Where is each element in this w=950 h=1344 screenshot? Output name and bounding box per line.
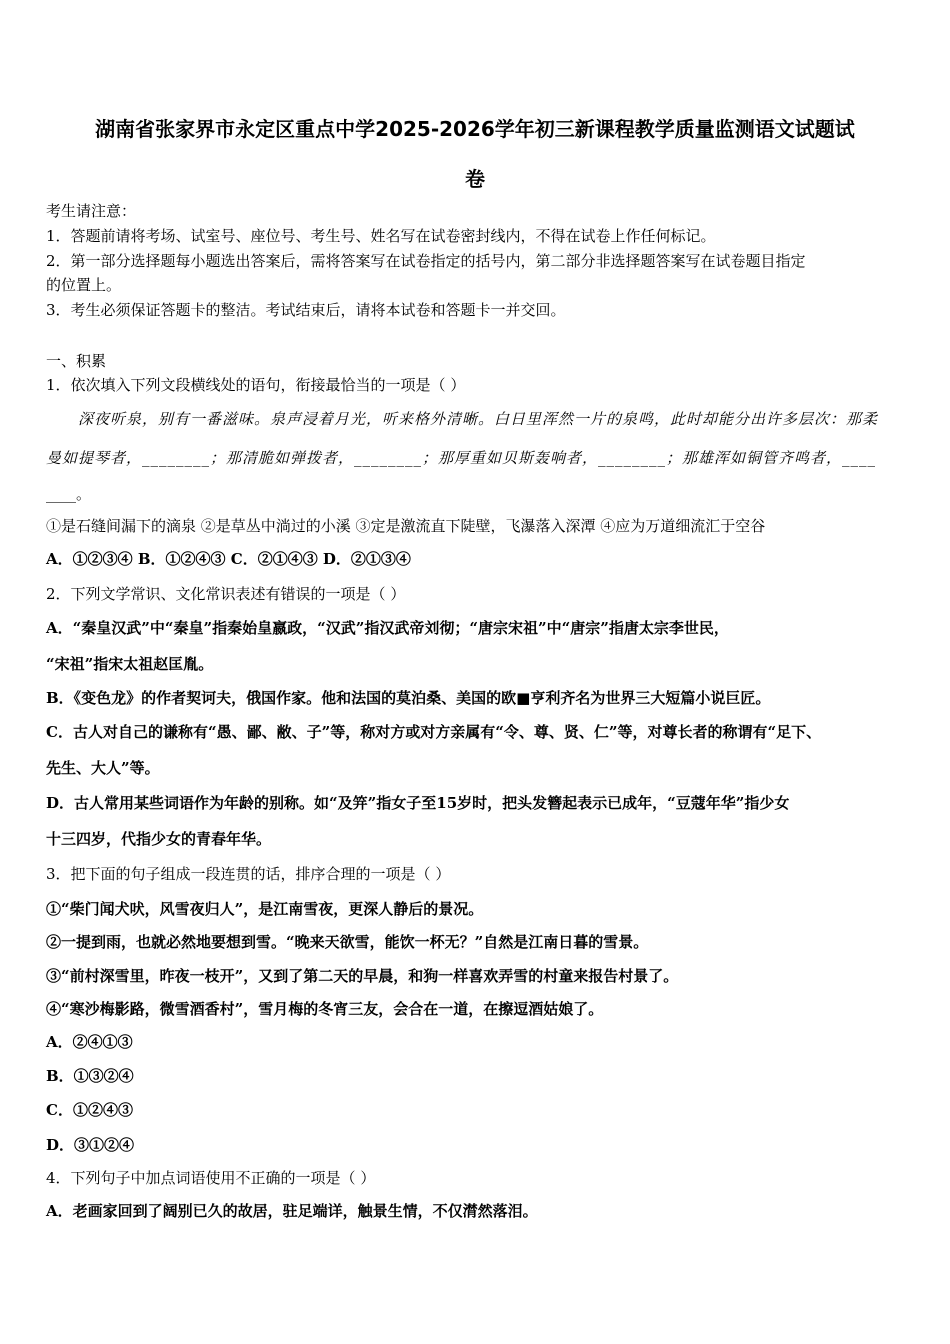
notice-item: 的位置上。 [46, 276, 122, 294]
section-heading: 一、积累 [46, 352, 107, 370]
question-2-option-a: A．“秦皇汉武”中“秦皇”指秦始皇嬴政，“汉武”指汉武帝刘彻；“唐宗宋祖”中“唐宗”指唐太宗李世民， [46, 619, 729, 637]
question-4-stem: 4．下列句子中加点词语使用不正确的一项是（ ） [46, 1169, 376, 1187]
question-3-sentence: ②一提到雨，也就必然地要想到雪。“晚来天欲雪，能饮一杯无？”自然是江南日暮的雪景。 [46, 933, 649, 951]
document-title-continued: 卷 [465, 167, 485, 191]
question-3-choice-c: C．①②④③ [46, 1101, 133, 1119]
question-3-sentence: ③“前村深雪里，昨夜一枝开”，又到了第二天的早晨，和狗一样喜欢弄雪的村童来报告村景了。 [46, 967, 679, 985]
question-1-passage: 深夜听泉，别有一番滋味。泉声浸着月光，听来格外清晰。白日里浑然一片的泉鸣，此时却能分出许多层次：那柔 [78, 410, 879, 428]
document-title: 湖南省张家界市永定区重点中学2025-2026学年初三新课程教学质量监测语文试题试 [95, 117, 855, 141]
question-1-choices: A．①②③④ B．①②④③ C．②①④③ D．②①③④ [46, 550, 411, 568]
question-3-choice-b: B．①③②④ [46, 1067, 134, 1085]
question-2-option-b: B．《变色龙》的作者契诃夫，俄国作家。他和法国的莫泊桑、美国的欧■亨利齐名为世界三大短篇小说巨匠。 [46, 689, 771, 707]
question-3-choice-d: D．③①②④ [46, 1136, 135, 1154]
question-2-option-a-continued: “宋祖”指宋太祖赵匡胤。 [46, 655, 214, 673]
question-3-sentence: ①“柴门闻犬吠，风雪夜归人”，是江南雪夜，更深人静后的景况。 [46, 900, 484, 918]
question-3-sentence: ④“寒沙梅影路，微雪酒香村”，雪月梅的冬宵三友，会合在一道，在擦逗酒姑娘了。 [46, 1000, 604, 1018]
question-2-option-c-continued: 先生、大人”等。 [46, 759, 160, 777]
question-2-option-d-continued: 十三四岁，代指少女的青春年华。 [46, 830, 272, 848]
question-2-option-d: D．古人常用某些词语作为年龄的别称。如“及笄”指女子至15岁时，把头发簪起表示已成年，“豆蔻年华”指少女 [46, 794, 790, 812]
question-2-option-c: C．古人对自己的谦称有“愚、鄙、敝、子”等，称对方或对方亲属有“令、尊、贤、仁”等，对尊长者的称谓有“足下、 [46, 723, 822, 741]
question-1-stem: 1．依次填入下列文段横线处的语句，衔接最恰当的一项是（ ） [46, 376, 466, 394]
notice-item: 3．考生必须保证答题卡的整洁。考试结束后，请将本试卷和答题卡一并交回。 [46, 301, 566, 319]
notice-heading: 考生请注意： [46, 202, 137, 220]
question-3-stem: 3．把下面的句子组成一段连贯的话，排序合理的一项是（ ） [46, 865, 451, 883]
question-2-stem: 2．下列文学常识、文化常识表述有错误的一项是（ ） [46, 585, 406, 603]
question-1-passage: 曼如提琴者，________；那清脆如弹拨者，________；那厚重如贝斯轰响者，________；那雄浑如铜管齐鸣者，____ [46, 449, 877, 467]
question-1-options: ①是石缝间漏下的滴泉 ②是草丛中淌过的小溪 ③定是激流直下陡壁，飞瀑落入深潭 ④应为万道细流汇于空谷 [46, 517, 766, 535]
notice-item: 2．第一部分选择题每小题选出答案后，需将答案写在试卷指定的括号内，第二部分非选择题答案写在试卷题目指定 [46, 252, 806, 270]
notice-item: 1．答题前请将考场、试室号、座位号、考生号、姓名写在试卷密封线内，不得在试卷上作任何标记。 [46, 227, 716, 245]
question-1-passage: ____。 [46, 485, 92, 503]
question-4-option-a: A．老画家回到了阔别已久的故居，驻足端详，触景生情，不仅潸然落泪。 [46, 1202, 538, 1220]
question-3-choice-a: A．②④①③ [46, 1033, 133, 1051]
